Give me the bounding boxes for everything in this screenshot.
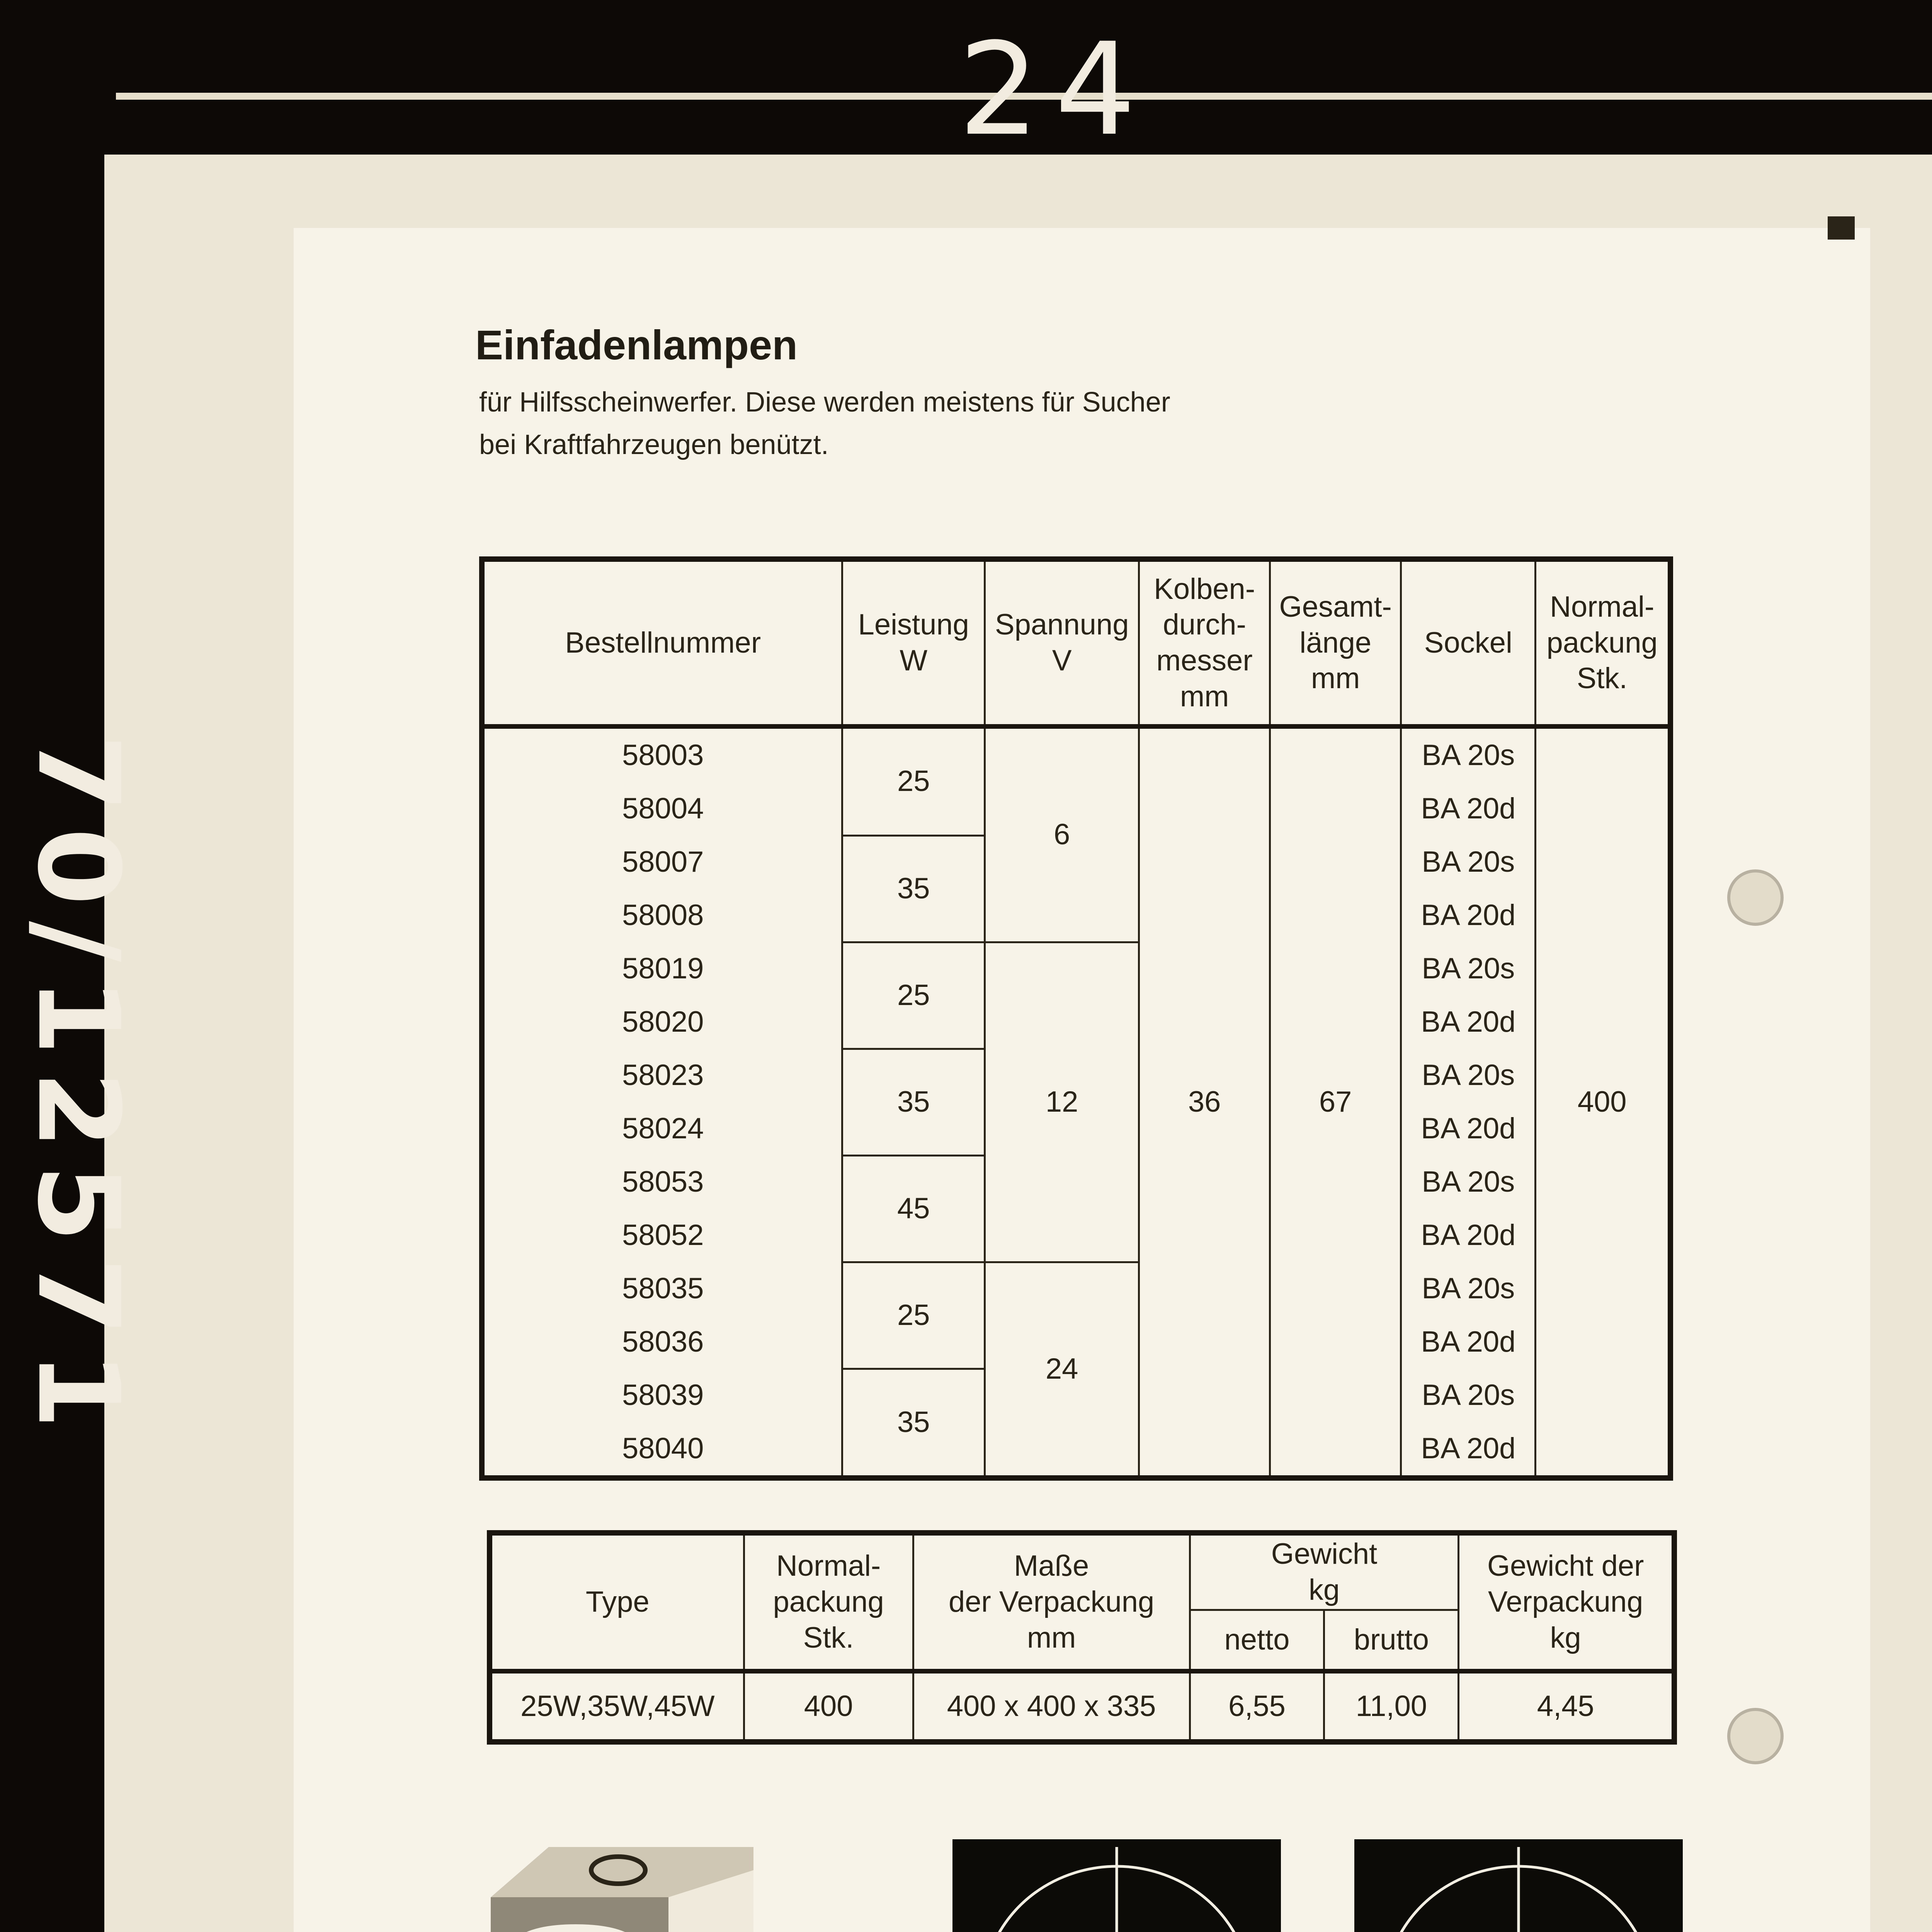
socket-cell: BA 20s [1401, 942, 1536, 995]
socket-cell: BA 20s [1401, 835, 1536, 889]
side-number: 70/12571 [13, 734, 143, 1445]
order-number: 58003 [482, 726, 842, 782]
header-normalpackung [1536, 559, 1670, 726]
order-number: 58024 [482, 1102, 842, 1155]
masse-cell: 400 x 400 x 335 [913, 1671, 1190, 1742]
punch-hole [1727, 1708, 1784, 1764]
header-kolben-line: messer [1156, 644, 1253, 677]
header-leistung-unit: W [900, 644, 928, 677]
header-gv-line: Verpackung [1488, 1585, 1643, 1619]
header-normal-line: Normal- [776, 1549, 881, 1583]
header-normalpackung [744, 1533, 913, 1671]
header-type: Type [490, 1533, 744, 1671]
header-masse-line: der Verpackung [948, 1585, 1155, 1619]
order-number: 58052 [482, 1209, 842, 1262]
header-gv-line: Gewicht der [1487, 1549, 1644, 1583]
header-gesamt-line: länge [1299, 626, 1372, 659]
header-gv-unit: kg [1550, 1621, 1581, 1654]
order-number: 58007 [482, 835, 842, 889]
bulb-diagram-front [952, 1839, 1281, 1932]
header-gewicht-verpackung [1459, 1533, 1674, 1671]
header-netto: netto [1190, 1610, 1324, 1672]
power-cell: 35 [842, 1369, 985, 1478]
netto-cell: 6,55 [1190, 1671, 1324, 1742]
header-kolben-unit: mm [1180, 680, 1229, 713]
frame-number: 24 [958, 15, 1151, 164]
brutto-cell: 11,00 [1324, 1671, 1459, 1742]
power-cell: 25 [842, 726, 985, 835]
header-kolben-line: durch- [1163, 608, 1246, 641]
socket-cell: BA 20s [1401, 726, 1536, 782]
socket-cell: BA 20s [1401, 1369, 1536, 1422]
header-sockel: Sockel [1401, 559, 1536, 726]
punch-hole [1727, 869, 1784, 926]
table-row [482, 726, 1670, 782]
socket-cell: BA 20s [1401, 1049, 1536, 1102]
lamp-spec-table [479, 556, 1673, 1481]
header-gesamt-line: Gesamt- [1279, 590, 1392, 623]
header-kolbendurchmesser [1139, 559, 1270, 726]
header-masse-unit: mm [1027, 1621, 1076, 1654]
table-row [482, 1262, 1670, 1315]
power-cell: 35 [842, 835, 985, 942]
header-gesamtlaenge [1270, 559, 1401, 726]
header-normal-line: packung [1546, 626, 1658, 659]
table-header-row [482, 559, 1670, 726]
power-cell: 25 [842, 1262, 985, 1369]
voltage-cell: 24 [985, 1262, 1139, 1478]
header-gewicht-line: Gewicht [1271, 1537, 1378, 1571]
header-normal-line: Normal- [1550, 590, 1655, 623]
bulb-diagram-side [1354, 1839, 1683, 1932]
header-bestellnummer: Bestellnummer [482, 559, 842, 726]
page-title: Einfadenlampen [475, 321, 798, 368]
socket-cell: BA 20d [1401, 889, 1536, 942]
order-number: 58039 [482, 1369, 842, 1422]
order-number: 58020 [482, 995, 842, 1049]
header-spannung [985, 559, 1139, 726]
header-normal-unit: Stk. [1577, 662, 1628, 695]
order-number: 58035 [482, 1262, 842, 1315]
socket-cell: BA 20d [1401, 1315, 1536, 1369]
socket-cell: BA 20d [1401, 1422, 1536, 1478]
header-normal-line: packung [773, 1585, 884, 1619]
header-leistung-line: Leistung [858, 608, 969, 641]
corner-mark [1828, 216, 1855, 240]
header-spannung-line: Spannung [995, 608, 1129, 641]
bulb-diameter-cell: 36 [1139, 726, 1270, 1478]
header-gewicht-unit: kg [1308, 1573, 1340, 1606]
header-brutto: brutto [1324, 1610, 1459, 1672]
standard-pack-cell: 400 [1577, 1085, 1627, 1118]
header-masse-line: Maße [1014, 1549, 1089, 1583]
header-gesamt-unit: mm [1311, 662, 1360, 695]
socket-cell: BA 20d [1401, 782, 1536, 835]
order-number: 58036 [482, 1315, 842, 1369]
order-number: 58019 [482, 942, 842, 995]
socket-cell: BA 20s [1401, 1262, 1536, 1315]
type-cell: 25W,35W,45W [490, 1671, 744, 1742]
header-kolben-line: Kolben- [1154, 572, 1255, 605]
socket-cell: BA 20s [1401, 1155, 1536, 1209]
socket-cell: BA 20d [1401, 1209, 1536, 1262]
description-line-2: bei Kraftfahrzeugen benützt. [479, 429, 829, 460]
normal-cell: 400 [744, 1671, 913, 1742]
table-row [482, 942, 1670, 995]
header-spannung-unit: V [1052, 644, 1072, 677]
description-line-1: für Hilfsscheinwerfer. Diese werden meistens für Sucher [479, 387, 1170, 418]
header-masse [913, 1533, 1190, 1671]
order-number: 58053 [482, 1155, 842, 1209]
header-gewicht [1190, 1533, 1459, 1610]
tesla-package-illustration [491, 1839, 761, 1932]
order-number: 58023 [482, 1049, 842, 1102]
power-cell: 35 [842, 1049, 985, 1155]
socket-cell: BA 20d [1401, 1102, 1536, 1155]
packaging-table [487, 1530, 1677, 1745]
order-number: 58040 [482, 1422, 842, 1478]
table-header-row [490, 1533, 1674, 1610]
header-normal-unit: Stk. [803, 1621, 854, 1654]
order-number: 58008 [482, 889, 842, 942]
order-number: 58004 [482, 782, 842, 835]
total-length-cell: 67 [1270, 726, 1401, 1478]
table-row [490, 1671, 1674, 1742]
power-cell: 45 [842, 1155, 985, 1262]
socket-cell: BA 20d [1401, 995, 1536, 1049]
voltage-cell: 6 [985, 726, 1139, 942]
package-weight-cell: 4,45 [1537, 1689, 1594, 1723]
voltage-cell: 12 [985, 942, 1139, 1262]
power-cell: 25 [842, 942, 985, 1049]
header-leistung [842, 559, 985, 726]
